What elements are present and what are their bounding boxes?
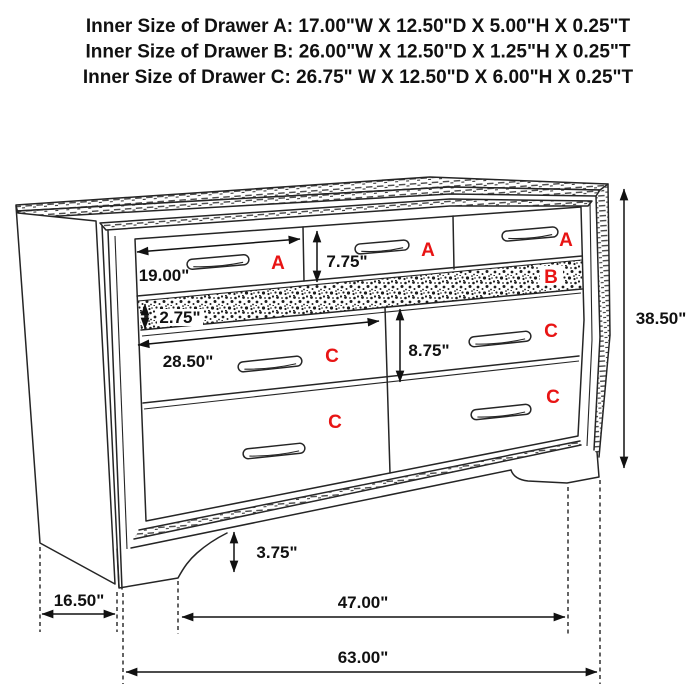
dim-label-drawer-a-width: 19.00" [138,266,190,285]
dim-label-drawer-c-height: 8.75" [408,341,450,360]
dim-label-feet-span: 47.00" [337,593,389,612]
header-line-3: Inner Size of Drawer C: 26.75" W X 12.50"D X 6.00"H X 0.25"T [82,67,634,88]
header-text [83,16,634,88]
drawer-a1-label: A [271,253,285,274]
dresser-drawing [16,177,610,589]
dim-label-drawer-a-height: 7.75" [326,252,368,271]
header-line-2: Inner Size of Drawer B: 26.00"W X 12.50"D X 1.25"H X 0.25"T [85,41,631,63]
drawer-c1-left-label: C [325,346,339,367]
dim-label-drawer-c-width: 28.50" [162,352,214,371]
drawer-a2-label: A [421,240,435,261]
drawer-a3-label: A [559,230,573,251]
header-line-1: Inner Size of Drawer A: 17.00"W X 12.50"D X 5.00"H X 0.25"T [85,16,631,37]
dim-label-side-depth: 16.50" [53,591,105,610]
dim-label-overall-height: 38.50" [635,309,687,328]
dim-label-drawer-b-height: 2.75" [159,308,201,327]
drawer-c1-right-label: C [544,321,558,342]
dim-label-foot-height: 3.75" [256,543,298,562]
divider-a2-a3 [453,216,454,269]
drawer-c2-right-label: C [546,387,560,408]
drawer-b-label: B [544,267,558,288]
dim-label-overall-width: 63.00" [337,648,389,667]
left-side-panel [16,206,115,584]
drawer-c2-left-label: C [328,412,342,433]
divider-a1-a2 [303,227,304,281]
